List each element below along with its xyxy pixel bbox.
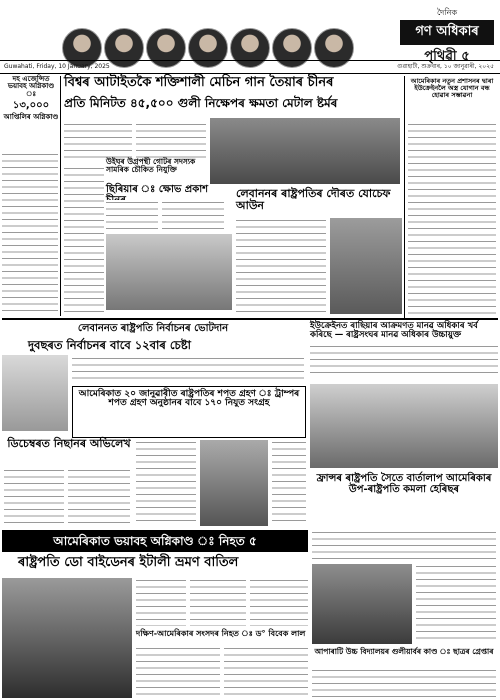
uighur-text <box>106 200 158 230</box>
uighur-headline: উইঘৰ উগ্ৰপন্থী গোটৰ সদস্যক সামৰিক চৌকিত নিযুক্তি <box>106 157 196 174</box>
lebanon-vote-text <box>72 356 304 382</box>
section-rule <box>2 318 498 320</box>
machine-gun-photo <box>210 118 400 184</box>
bottom-mid-headline: দক্ষিণ-আমেৰিকাৰ সংসদৰ নিহত ঃ ড° বিবেক লাল <box>136 629 306 638</box>
soldiers-photo <box>106 234 232 310</box>
lebanon-vote-headline: দুবছৰত নিৰ্বাচনৰ বাবে ১২বাৰ চেষ্টা <box>28 338 191 352</box>
record-text <box>68 468 130 526</box>
uighur-subhead: ছিৰিয়াৰ ঃ ক্ষোভ প্ৰকাশ <box>106 184 209 195</box>
fire-banner: আমেৰিকাত ভয়াবহ অগ্নিকাণ্ড ঃ নিহত ৫ <box>2 530 308 552</box>
left-col-number: ১৩,০০০ <box>12 100 50 112</box>
page-number: ৫ <box>461 49 470 64</box>
trump-text <box>136 440 196 526</box>
lebanon-president-headline: লেবাননৰ ৰাষ্ট্ৰপতিৰ দৌৰত যোচেফ আউন <box>236 187 391 212</box>
france-text <box>312 530 496 560</box>
section-name: পৃথিৱী <box>424 49 457 64</box>
trump-text <box>272 440 306 526</box>
smoke-skyline-photo <box>310 384 498 468</box>
france-headline: ফ্ৰান্সৰ ৰাষ্ট্ৰপতি সৈতে বাৰ্তালাপ আমেৰিকাৰ উপ-ৰাষ্ট্ৰপতি কমলা হেৰিছৰ <box>316 473 492 495</box>
dateline-english: Guwahati, Friday, 10 January, 2025 <box>4 63 110 70</box>
bottom-mid-text <box>224 646 308 698</box>
general-portrait-photo <box>330 218 402 314</box>
lebanon-vote-banner: লেবাননত ৰাষ্ট্ৰপতি নিৰ্বাচনৰ ভোটদান <box>2 322 304 336</box>
masthead-subtitle: দৈনিক <box>436 8 458 17</box>
lead-text <box>136 122 206 162</box>
uighur-text <box>64 166 104 312</box>
left-col-tail: আপ্তিলিৰ অগ্নিকাণ্ড <box>3 112 59 121</box>
dateline <box>0 60 500 74</box>
record-text <box>4 468 64 526</box>
inauguration-box <box>72 386 306 438</box>
lebanon-president-text <box>236 218 326 314</box>
lead-subhead: প্ৰতি মিনিটত ৪৫,৫০০ গুলী নিক্ষেপৰ ক্ষমতা মেটাল ষ্টৰ্মৰ <box>64 96 338 110</box>
dateline-assamese: গুৱাহাটী, শুক্রবাৰ, ১০ জানুৱাৰী, ২০২৫ <box>397 63 494 70</box>
ukraine-rights-text <box>310 344 498 378</box>
bottom-right-headline: আপাৰাটি উচ্চ বিদ্যালয়ৰ গুলীয়াৰ্বৰ কাণ্ড ঃ ছাত্ৰৰ গ্ৰেপ্তাৰ <box>314 647 494 656</box>
fire-headline: ৰাষ্ট্ৰপতি ডো বাইডেনৰ ইটালী ভ্ৰমণ বাতিল <box>18 555 239 570</box>
fire-text <box>250 578 308 626</box>
lead-text <box>64 122 132 162</box>
left-col-head: দহ এজেন্সিত ভয়াবহ অগ্নিকাণ্ড ঃ <box>7 75 55 98</box>
uighur-text <box>162 200 224 230</box>
right-col-headline: আমেৰিকাৰ নতুন প্ৰশাসনৰ দ্বাৰা ইউক্ৰেইনলৈ অস্ত্ৰ যোগান বন্ধ হোৱাৰ সম্ভাৱনা <box>410 77 494 99</box>
ballot-photo <box>2 355 68 431</box>
harris-text <box>416 564 496 644</box>
biden-photo <box>2 578 132 698</box>
masthead-title: গণ অধিকাৰ <box>400 20 494 45</box>
column-rule <box>404 76 405 318</box>
harris-photo <box>312 564 412 644</box>
trump-photo <box>200 440 268 526</box>
left-col-box <box>2 76 60 150</box>
bottom-right-text <box>312 668 496 698</box>
inauguration-headline: আমেৰিকাত ২০ জানুৱাৰীত ৰাষ্ট্ৰপতিৰ শপত গ্ৰহণ ঃ ট্ৰাম্পৰ শপত গ্ৰহণ অনুষ্ঠানৰ বাবে ১৭০ নিযুত সংগ্ৰহ <box>78 389 300 409</box>
fire-text <box>136 578 186 626</box>
column-rule <box>60 76 61 316</box>
lead-headline: বিশ্বৰ আটাইতকৈ শক্তিশালী মেচিন গান তৈয়াৰ চীনৰ <box>64 75 334 90</box>
fire-text <box>190 578 246 626</box>
left-col-text <box>2 152 58 312</box>
ukraine-rights-headline: ইউক্ৰেইনত ৰাছিয়াৰ আক্ৰমণত মানৱ অধিকাৰ খৰ্ব কৰিছে — ৰাষ্ট্ৰসংঘৰ মানৱ অধিকাৰ উচ্চায়ুক্ত <box>310 321 478 340</box>
bottom-mid-text <box>136 646 220 698</box>
masthead <box>400 6 494 62</box>
record-headline: ডিচেম্বৰত নিছানৰ অভিলেখ <box>7 437 131 450</box>
right-col-text <box>408 122 496 314</box>
